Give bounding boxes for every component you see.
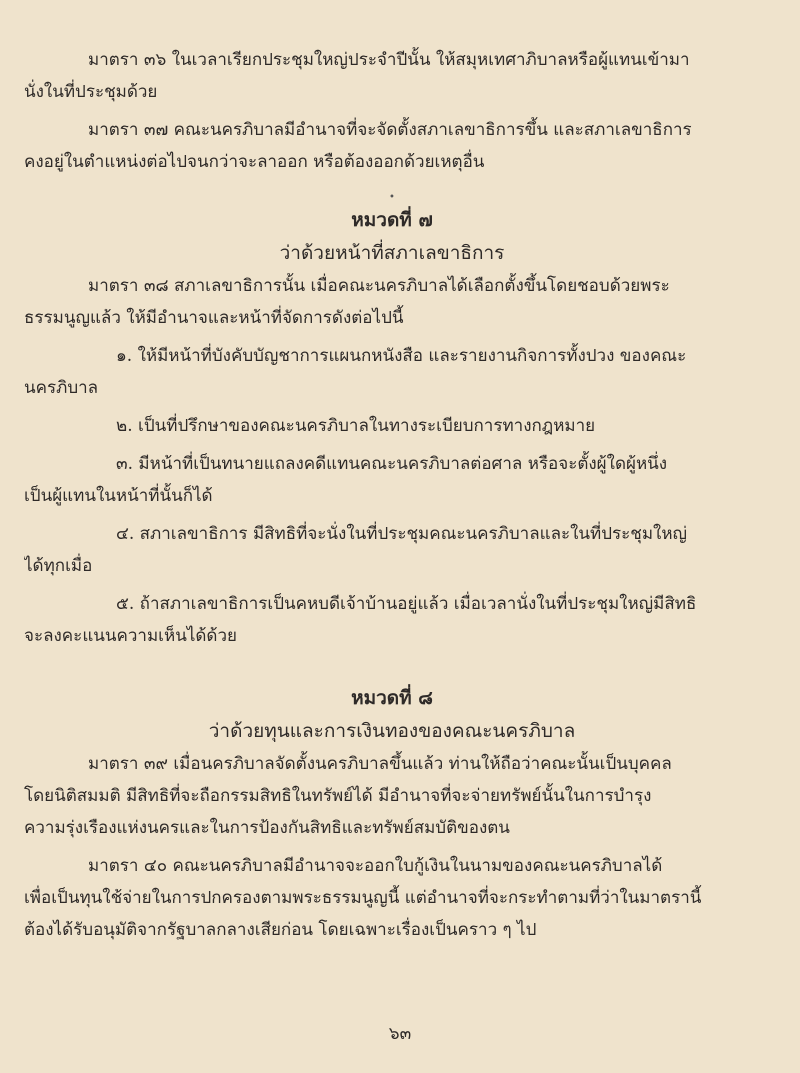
list-item-4-line-2: ได้ทุกเมื่อ [24,556,93,576]
section-38-line-1: มาตรา ๓๘ สภาเลขาธิการนั้น เมื่อคณะนครภิบาลได้เลือกตั้งขึ้นโดยชอบด้วยพระ [88,276,670,296]
chapter-8-subtitle: ว่าด้วยทุนและการเงินทองของคณะนครภิบาล [208,720,576,742]
list-item-3 [24,448,760,512]
list-item-1-line-2: นครภิบาล [24,378,99,398]
section-39 [24,748,760,844]
page-number: ๖๓ [388,1024,412,1044]
section-40-line-3: ต้องได้รับอนุมัติจากรัฐบาลกลางเสียก่อน โดยเฉพาะเรื่องเป็นคราว ๆ ไป [24,920,537,940]
section-40-line-1: มาตรา ๔๐ คณะนครภิบาลมีอำนาจจะออกใบกู้เงินในนามของคณะนครภิบาลได้ [88,856,663,876]
section-36 [24,44,760,108]
section-39-line-2: โดยนิติสมมติ มีสิทธิที่จะถือกรรมสิทธิในทรัพย์ได้ มีอำนาจที่จะจ่ายทรัพย์นั้นในการบำรุง [24,786,652,806]
list-item-3-line-1: ๓. มีหน้าที่เป็นทนายแถลงคดีแทนคณะนครภิบาลต่อศาล หรือจะตั้งผู้ใดผู้หนึ่ง [116,454,668,474]
section-36-line-2: นั่งในที่ประชุมด้วย [24,82,158,102]
chapter-7-heading: หมวดที่ ๗ [351,209,433,231]
section-37-line-1: มาตรา ๓๗ คณะนครภิบาลมีอำนาจที่จะจัดตั้งสภาเลขาธิการขึ้น และสภาเลขาธิการ [88,120,692,140]
list-item-5-line-2: จะลงคะแนนความเห็นได้ด้วย [24,626,237,646]
list-item-3-line-2: เป็นผู้แทนในหน้าที่นั้นก็ได้ [24,486,213,506]
chapter-8-heading: หมวดที่ ๘ [351,687,433,709]
section-38 [24,270,760,334]
list-item-2-line-1: ๒. เป็นที่ปรึกษาของคณะนครภิบาลในทางระเบียบการทางกฎหมาย [116,416,596,436]
section-36-line-1: มาตรา ๓๖ ในเวลาเรียกประชุมใหญ่ประจำปีนั้น ให้สมุหเทศาภิบาลหรือผู้แทนเข้ามา [88,50,690,70]
section-39-line-1: มาตรา ๓๙ เมื่อนครภิบาลจัดตั้งนครภิบาลขึ้นแล้ว ท่านให้ถือว่าคณะนั้นเป็นบุคคล [88,754,672,774]
section-40-line-2: เพื่อเป็นทุนใช้จ่ายในการปกครองตามพระธรรมนูญนี้ แต่อำนาจที่จะกระทำตามที่ว่าในมาตรานี้ [24,888,702,908]
list-item-5-line-1: ๕. ถ้าสภาเลขาธิการเป็นคหบดีเจ้าบ้านอยู่แล้ว เมื่อเวลานั่งในที่ประชุมใหญ่มีสิทธิ [116,594,697,614]
section-37 [24,114,760,178]
list-item-2 [24,410,760,442]
separator-dot: • [389,192,395,203]
section-38-line-2: ธรรมนูญแล้ว ให้มีอำนาจและหน้าที่จัดการดังต่อไปนี้ [24,308,404,328]
list-item-4 [24,518,760,582]
section-39-line-3: ความรุ่งเรืองแห่งนครและในการป้องกันสิทธิและทรัพย์สมบัติของตน [24,818,510,838]
section-40 [24,850,760,946]
chapter-7-subtitle: ว่าด้วยหน้าที่สภาเลขาธิการ [279,242,505,264]
list-item-4-line-1: ๔. สภาเลขาธิการ มีสิทธิที่จะนั่งในที่ประชุมคณะนครภิบาลและในที่ประชุมใหญ่ [116,524,688,544]
list-item-1 [24,340,760,404]
list-item-1-line-1: ๑. ให้มีหน้าที่บังคับบัญชาการแผนกหนังสือ และรายงานกิจการทั้งปวง ของคณะ [116,346,687,366]
section-37-line-2: คงอยู่ในตำแหน่งต่อไปจนกว่าจะลาออก หรือต้องออกด้วยเหตุอื่น [24,152,485,172]
list-item-5 [24,588,760,652]
